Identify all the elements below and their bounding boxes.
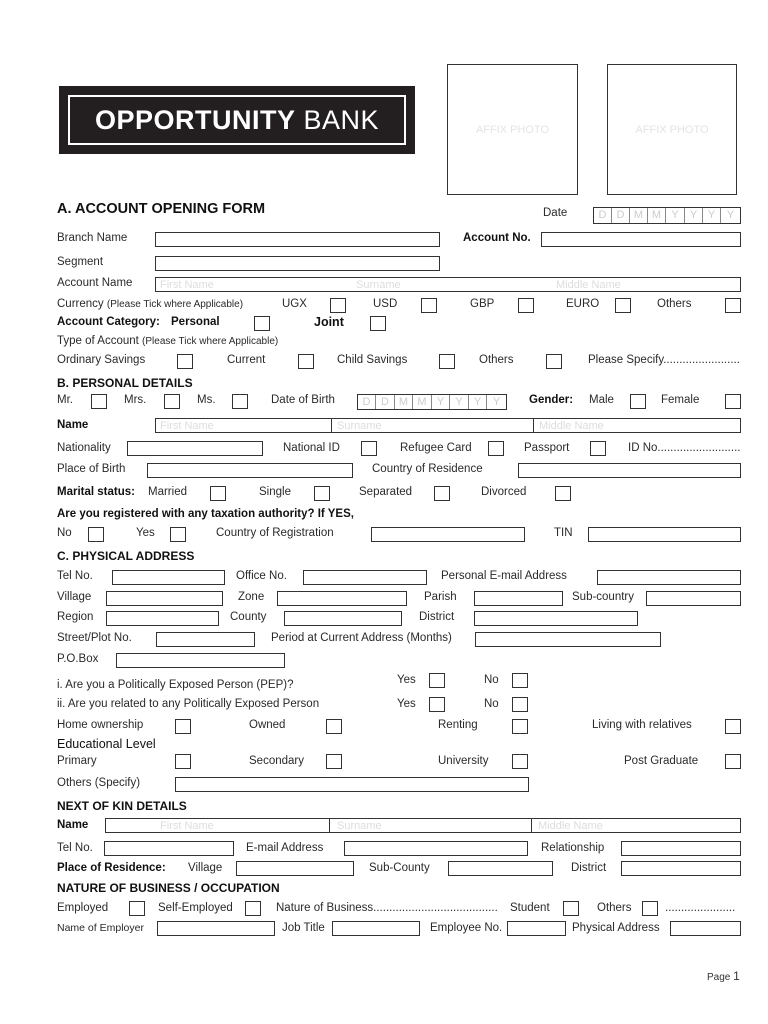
secondary-label: Secondary [249,755,304,767]
currency-note: (Please Tick where Applicable) [106,299,244,310]
pep2-yes-checkbox[interactable] [429,697,445,712]
educational-level-label: Educational Level [57,737,156,751]
date-cell: Y [432,395,450,409]
kin-tel-field[interactable] [104,841,234,856]
ms-checkbox[interactable] [232,394,248,409]
surname-placeholder: Surname [356,279,401,291]
employer-name-label: Name of Employer [57,922,144,934]
page-num: 1 [733,969,740,983]
tel-no-label: Tel No. [57,570,93,582]
kin-name-field[interactable] [105,818,741,833]
post-graduate-label: Post Graduate [624,755,699,767]
type-of-account-group [57,335,278,347]
middle-name-placeholder: Middle Name [539,420,604,432]
student-label: Student [510,902,550,914]
zone-label: Zone [238,591,265,603]
currency-ugx-label: UGX [282,298,307,310]
date-cell: Y [492,396,501,408]
segment-label: Segment [57,256,104,268]
kin-district-field[interactable] [621,861,741,876]
divorced-label: Divorced [481,486,527,498]
separated-label: Separated [359,486,413,498]
pep1-yes-label: Yes [397,674,416,686]
mr-label: Mr. [57,394,73,406]
employee-no-field[interactable] [507,921,566,936]
photo-box-2[interactable] [607,64,737,195]
date-cell: M [395,395,413,409]
date-cell: D [358,395,376,409]
period-field[interactable] [475,632,661,647]
pep1-no-label: No [484,674,499,686]
pep2-no-label: No [484,698,499,710]
category-personal-checkbox[interactable] [254,316,270,331]
office-no-label: Office No. [236,570,287,582]
dob-field[interactable] [357,394,507,410]
date-cell: M [630,208,648,223]
category-joint-checkbox[interactable] [370,316,386,331]
tin-label: TIN [554,527,573,539]
country-of-residence-field[interactable] [518,463,741,478]
date-cell: D [376,395,395,409]
occupation-others-checkbox[interactable] [642,901,658,916]
first-name-placeholder: First Name [160,420,214,432]
page-number [707,969,740,983]
logo-bold-text: OPPORTUNITY [94,104,296,135]
please-specify-label: Please Specify........................ [588,354,740,366]
date-field[interactable] [593,207,741,224]
parish-field[interactable] [474,591,563,606]
county-label: County [230,611,267,623]
pep1-yes-checkbox[interactable] [429,673,445,688]
name-field[interactable] [155,418,741,433]
surname-placeholder: Surname [337,820,382,832]
kin-subcounty-field[interactable] [448,861,553,876]
job-title-label: Job Title [282,922,325,934]
currency-euro-label: EURO [566,298,600,310]
date-cell: M [648,208,666,223]
ordinary-savings-label: Ordinary Savings [57,354,146,366]
currency-label-group [57,298,243,310]
post-graduate-checkbox[interactable] [725,754,741,769]
tax-no-label: No [57,527,72,539]
marital-status-label: Marital status: [57,486,135,498]
county-field[interactable] [284,611,402,626]
male-checkbox[interactable] [630,394,646,409]
country-of-registration-field[interactable] [371,527,525,542]
surname-placeholder: Surname [337,420,382,432]
branch-name-label: Branch Name [57,232,128,244]
separated-checkbox[interactable] [434,486,450,501]
tax-question: Are you registered with any taxation authority? If YES, [57,508,354,520]
segment-field[interactable] [155,256,440,271]
self-employed-checkbox[interactable] [245,901,261,916]
photo-box-1[interactable] [447,64,578,195]
category-personal-label: Personal [171,316,220,328]
single-checkbox[interactable] [314,486,330,501]
tax-yes-checkbox[interactable] [170,527,186,542]
kin-district-label: District [571,862,607,874]
passport-label: Passport [524,442,570,454]
date-label: Date [543,207,568,219]
kin-relationship-label: Relationship [541,842,605,854]
tel-no-field[interactable] [112,570,225,585]
living-with-relatives-checkbox[interactable] [725,719,741,734]
others-specify-field[interactable] [175,777,529,792]
renting-checkbox[interactable] [512,719,528,734]
female-checkbox[interactable] [725,394,741,409]
account-no-label: Account No. [463,232,531,244]
passport-checkbox[interactable] [590,441,606,456]
date-cell: Y [703,208,721,223]
nature-of-business-label: Nature of Business....................................... [276,902,498,914]
date-cell: D [612,208,630,223]
middle-name-placeholder: Middle Name [556,279,621,291]
photo-label: AFFIX PHOTO [635,123,709,136]
living-with-relatives-label: Living with relatives [592,719,692,731]
first-name-placeholder: First Name [160,820,214,832]
primary-label: Primary [57,755,97,767]
occupation-others-label: Others [597,902,632,914]
country-of-registration-label: Country of Registration [216,527,334,539]
kin-subcounty-label: Sub-County [369,862,430,874]
account-name-field[interactable] [155,277,741,292]
subcountry-field[interactable] [646,591,741,606]
currency-label: Currency [57,298,104,310]
married-checkbox[interactable] [210,486,226,501]
subcountry-label: Sub-country [572,591,635,603]
currency-gbp-checkbox[interactable] [518,298,534,313]
kin-email-field[interactable] [344,841,528,856]
kin-relationship-field[interactable] [621,841,741,856]
nationality-field[interactable] [127,441,263,456]
kin-village-field[interactable] [236,861,354,876]
gender-label: Gender: [529,394,574,406]
secondary-checkbox[interactable] [326,754,342,769]
place-of-birth-field[interactable] [147,463,353,478]
ms-label: Ms. [197,394,216,406]
date-cell: Y [450,395,469,409]
id-no-label: ID No.......................... [628,442,741,454]
nationality-label: Nationality [57,442,111,454]
home-ownership-checkbox[interactable] [175,719,191,734]
current-label: Current [227,354,266,366]
place-of-residence-label: Place of Residence: [57,862,166,874]
date-cell: Y [666,208,685,223]
male-label: Male [589,394,614,406]
national-id-checkbox[interactable] [361,441,377,456]
country-of-residence-label: Country of Residence [372,463,483,475]
refugee-card-checkbox[interactable] [488,441,504,456]
next-of-kin-heading: NEXT OF KIN DETAILS [57,799,187,813]
tin-field[interactable] [588,527,741,542]
currency-others-checkbox[interactable] [725,298,741,313]
university-checkbox[interactable] [512,754,528,769]
type-of-account-label: Type of Account [57,335,139,347]
place-of-birth-label: Place of Birth [57,463,126,475]
currency-gbp-label: GBP [470,298,495,310]
parish-label: Parish [424,591,457,603]
married-label: Married [148,486,187,498]
street-plot-label: Street/Plot No. [57,632,132,644]
date-cell: Y [469,395,487,409]
type-others-checkbox[interactable] [546,354,562,369]
pobox-field[interactable] [116,653,285,668]
physical-address-field[interactable] [670,921,741,936]
owned-checkbox[interactable] [326,719,342,734]
occupation-others-dots: ...................... [665,902,736,914]
date-cell: Y [685,208,703,223]
child-savings-label: Child Savings [337,354,408,366]
personal-details-heading: B. PERSONAL DETAILS [57,376,193,390]
type-of-account-note: (Please Tick where Applicable) [142,336,279,347]
renting-label: Renting [438,719,478,731]
currency-others-label: Others [657,298,692,310]
category-joint-label: Joint [314,315,344,329]
date-cell: D [594,208,612,223]
personal-email-label: Personal E-mail Address [441,570,567,582]
village-label: Village [57,591,92,603]
account-name-label: Account Name [57,277,133,289]
university-label: University [438,755,489,767]
owned-label: Owned [249,719,286,731]
pep2-no-checkbox[interactable] [512,697,528,712]
logo-light-text: BANK [303,104,380,135]
refugee-card-label: Refugee Card [400,442,472,454]
current-checkbox[interactable] [298,354,314,369]
branch-name-field[interactable] [155,232,440,247]
employee-no-label: Employee No. [430,922,503,934]
bank-logo [59,86,415,154]
kin-name-label: Name [57,819,89,831]
currency-euro-checkbox[interactable] [615,298,631,313]
office-no-field[interactable] [303,570,427,585]
physical-address-heading: C. PHYSICAL ADDRESS [57,549,195,563]
pep-question-2: ii. Are you related to any Politically Exposed Person [57,698,320,710]
village-field[interactable] [106,591,223,606]
date-cell: M [413,395,432,409]
physical-address-label: Physical Address [572,922,660,934]
name-label: Name [57,419,89,431]
child-savings-checkbox[interactable] [439,354,455,369]
form-title: A. ACCOUNT OPENING FORM [57,201,266,217]
employed-label: Employed [57,902,109,914]
period-label: Period at Current Address (Months) [271,632,452,644]
street-plot-field[interactable] [156,632,255,647]
currency-usd-label: USD [373,298,398,310]
middle-name-placeholder: Middle Name [538,820,603,832]
dob-label: Date of Birth [271,394,335,406]
mrs-checkbox[interactable] [164,394,180,409]
zone-field[interactable] [277,591,407,606]
photo-label: AFFIX PHOTO [475,123,550,136]
single-label: Single [259,486,291,498]
kin-village-label: Village [188,862,223,874]
tax-yes-label: Yes [136,527,155,539]
district-field[interactable] [474,611,638,626]
date-cell: Y [726,209,735,221]
primary-checkbox[interactable] [175,754,191,769]
employer-name-field[interactable] [157,921,275,936]
pep1-no-checkbox[interactable] [512,673,528,688]
currency-ugx-checkbox[interactable] [330,298,346,313]
self-employed-label: Self-Employed [158,902,233,914]
region-label: Region [57,611,94,623]
type-others-label: Others [479,354,514,366]
others-specify-label: Others (Specify) [57,777,141,789]
national-id-label: National ID [283,442,340,454]
employed-checkbox[interactable] [129,901,145,916]
pobox-label: P.O.Box [57,653,99,665]
page-label: Page [707,972,731,983]
account-no-field[interactable] [541,232,741,247]
kin-tel-label: Tel No. [57,842,93,854]
student-checkbox[interactable] [563,901,579,916]
kin-email-label: E-mail Address [246,842,324,854]
region-field[interactable] [106,611,219,626]
pep2-yes-label: Yes [397,698,416,710]
account-category-label: Account Category: [57,316,160,328]
district-label: District [419,611,455,623]
job-title-field[interactable] [332,921,420,936]
first-name-placeholder: First Name [160,279,214,291]
female-label: Female [661,394,700,406]
ordinary-savings-checkbox[interactable] [177,354,193,369]
currency-usd-checkbox[interactable] [421,298,437,313]
mrs-label: Mrs. [124,394,147,406]
home-ownership-label: Home ownership [57,719,144,731]
pep-question-1: i. Are you a Politically Exposed Person (PEP)? [57,679,294,691]
business-heading: NATURE OF BUSINESS / OCCUPATION [57,881,280,895]
personal-email-field[interactable] [597,570,741,585]
tax-no-checkbox[interactable] [88,527,104,542]
divorced-checkbox[interactable] [555,486,571,501]
mr-checkbox[interactable] [91,394,107,409]
